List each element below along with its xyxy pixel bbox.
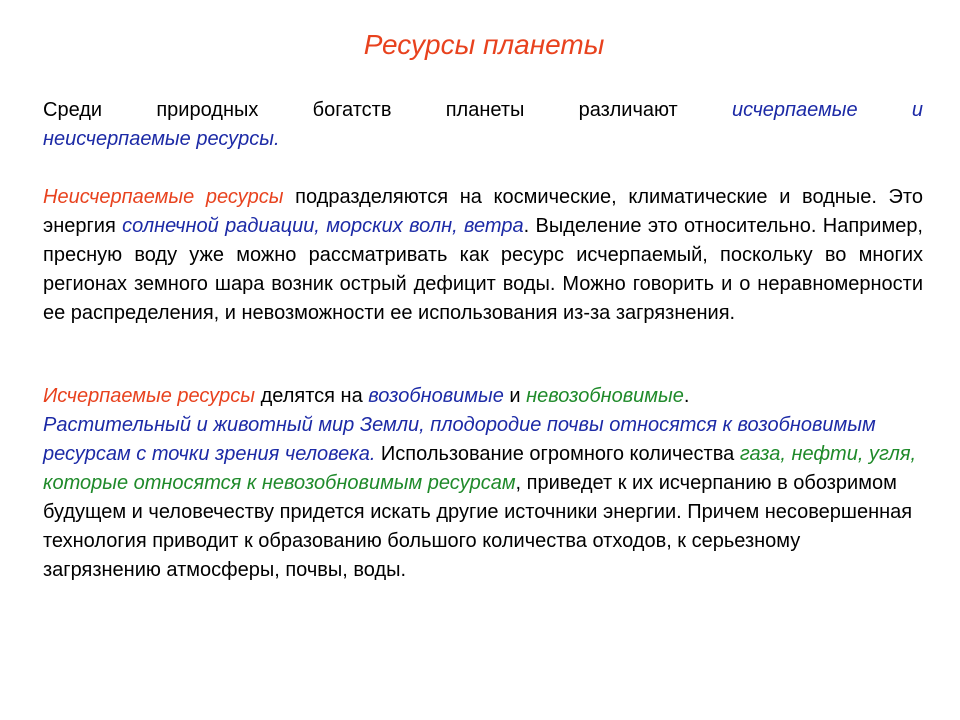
term-exhaustible: исчерпаемые bbox=[731, 99, 858, 121]
heading-exhaustible: Исчерпаемые ресурсы bbox=[43, 385, 256, 407]
intro-conjunction: и bbox=[911, 99, 924, 121]
term-nonrenewable: невозобновимые bbox=[526, 385, 684, 407]
exhaustible-period: . bbox=[683, 385, 690, 407]
inexhaustible-text-1: подразделяются на космические, климатические и водные. Это энергия bbox=[43, 186, 923, 237]
intro-line-1 bbox=[43, 96, 923, 125]
inexhaustible-text-2: . Выделение это относительно. Например, пресную воду уже можно рассматривать как ресурс исчерпаемый, поскольку во многих регионах земного шара возник острый дефицит воды. Можно говорить и о неравномерности ее распределения, и невозможности ее использования из-за загрязнения. bbox=[43, 215, 923, 324]
paragraph-exhaustible bbox=[43, 382, 923, 585]
energy-sources: солнечной радиации, морских волн, ветра bbox=[122, 215, 524, 237]
heading-inexhaustible: Неисчерпаемые ресурсы bbox=[43, 186, 284, 208]
exhaustible-text-2: и bbox=[503, 385, 527, 407]
exhaustible-text-1: делятся на bbox=[255, 385, 369, 407]
intro-space bbox=[858, 99, 912, 121]
term-inexhaustible: неисчерпаемые ресурсы. bbox=[43, 128, 280, 150]
intro-text: Среди природных богатств планеты различают bbox=[43, 99, 732, 121]
exhaustible-text-4: , приведет к их исчерпанию в обозримом будущем и человечеству придется искать другие источники энергии. Причем несовершенная технология приводит к образованию большого количества отходов, к серьезному загрязнению атмосферы, почвы, воды. bbox=[43, 472, 913, 581]
term-renewable: возобновимые bbox=[368, 385, 504, 407]
exhaustible-text-3: Использование огромного количества bbox=[375, 443, 740, 465]
paragraph-intro bbox=[43, 96, 923, 154]
renewable-examples: Растительный и животный мир Земли, плодородие почвы относятся к возобновимым ресурсам с точки зрения человека. bbox=[43, 414, 876, 465]
nonrenewable-examples: газа, нефти, угля, которые относятся к невозобновимым ресурсам bbox=[43, 443, 917, 494]
slide-title: Ресурсы планеты bbox=[363, 29, 605, 60]
paragraph-inexhaustible bbox=[43, 183, 923, 328]
